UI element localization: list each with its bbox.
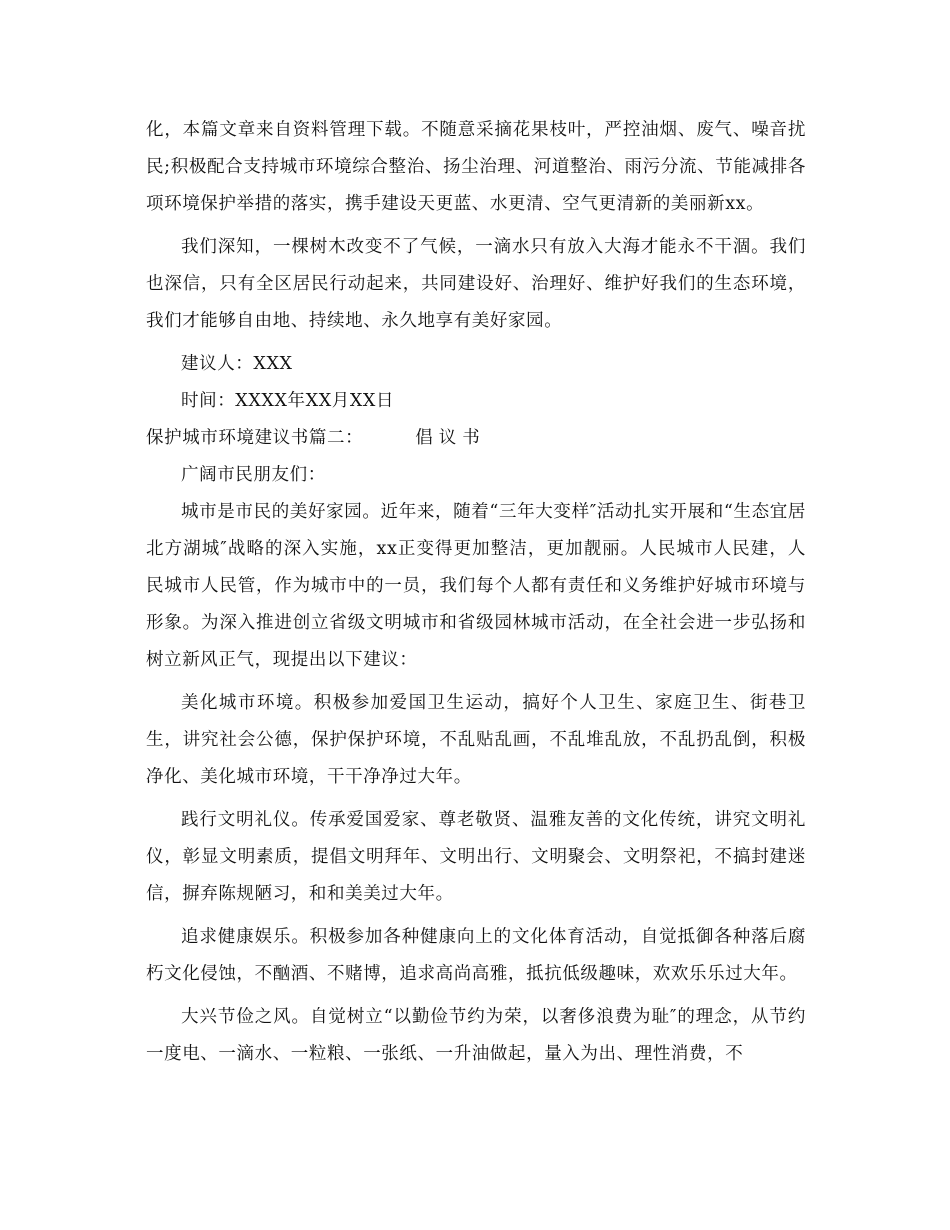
- paragraph-conviction: 我们深知，一棵树木改变不了气候，一滴水只有放入大海才能永不干涸。我们也深信，只有全区居民行动起来，共同建设好、治理好、维护好我们的生态环境，我们才能够自由地、持续地、永久地享有美好家园。: [146, 237, 806, 331]
- paragraph-continuation: 化，本篇文章来自资料管理下载。不随意采摘花果枝叶，严控油烟、废气、噪音扰民;积极配合支持城市环境综合整治、扬尘治理、河道整治、雨污分流、节能减排各项环境保护举措的落实，携手建设天更蓝、水更清、空气更清新的美丽新xx。: [146, 120, 806, 214]
- section-heading-prefix: 保护城市环境建议书篇二：: [146, 428, 364, 448]
- section-heading: [146, 420, 806, 457]
- document-page: [146, 112, 806, 1079]
- salutation: 广阔市民朋友们：: [181, 465, 326, 485]
- date-line: 时间：XXXX年XX月XX日: [181, 391, 395, 411]
- paragraph-intro: 城市是市民的美好家园。近年来，随着“三年大变样″活动扎实开展和“生态宜居北方湖城″战略的深入实施，xx正变得更加整洁，更加靓丽。人民城市人民建，人民城市人民管，作为城市中的一员，我们每个人都有责任和义务维护好城市环境与形象。为深入推进创立省级文明城市和省级园林城市活动，在全社会进一步弘扬和树立新风正气，现提出以下建议：: [146, 502, 806, 670]
- paragraph-entertainment: 追求健康娱乐。积极参加各种健康向上的文化体育活动，自觉抵御各种落后腐朽文化侵蚀，不酗酒、不赌博，追求高尚高雅，抵抗低级趣味，欢欢乐乐过大年。: [146, 927, 806, 984]
- section-heading-title: 倡议书: [415, 428, 486, 448]
- paragraph-etiquette: 践行文明礼仪。传承爱国爱家、尊老敬贤、温雅友善的文化传统，讲究文明礼仪，彰显文明素质，提倡文明拜年、文明出行、文明聚会、文明祭祀，不搞封建迷信，摒弃陈规陋习，和和美美过大年。: [146, 810, 806, 904]
- paragraph-beautify: 美化城市环境。积极参加爱国卫生运动，搞好个人卫生、家庭卫生、街巷卫生，讲究社会公德，保护保护环境，不乱贴乱画，不乱堆乱放，不乱扔乱倒，积极净化、美化城市环境，干干净净过大年。: [146, 693, 806, 787]
- paragraph-thrift: 大兴节俭之风。自觉树立“以勤俭节约为荣，以奢侈浪费为耻″的理念，从节约一度电、一滴水、一粒粮、一张纸、一升油做起，量入为出、理性消费，不: [146, 1007, 806, 1064]
- proposer-line: 建议人：XXX: [181, 354, 293, 374]
